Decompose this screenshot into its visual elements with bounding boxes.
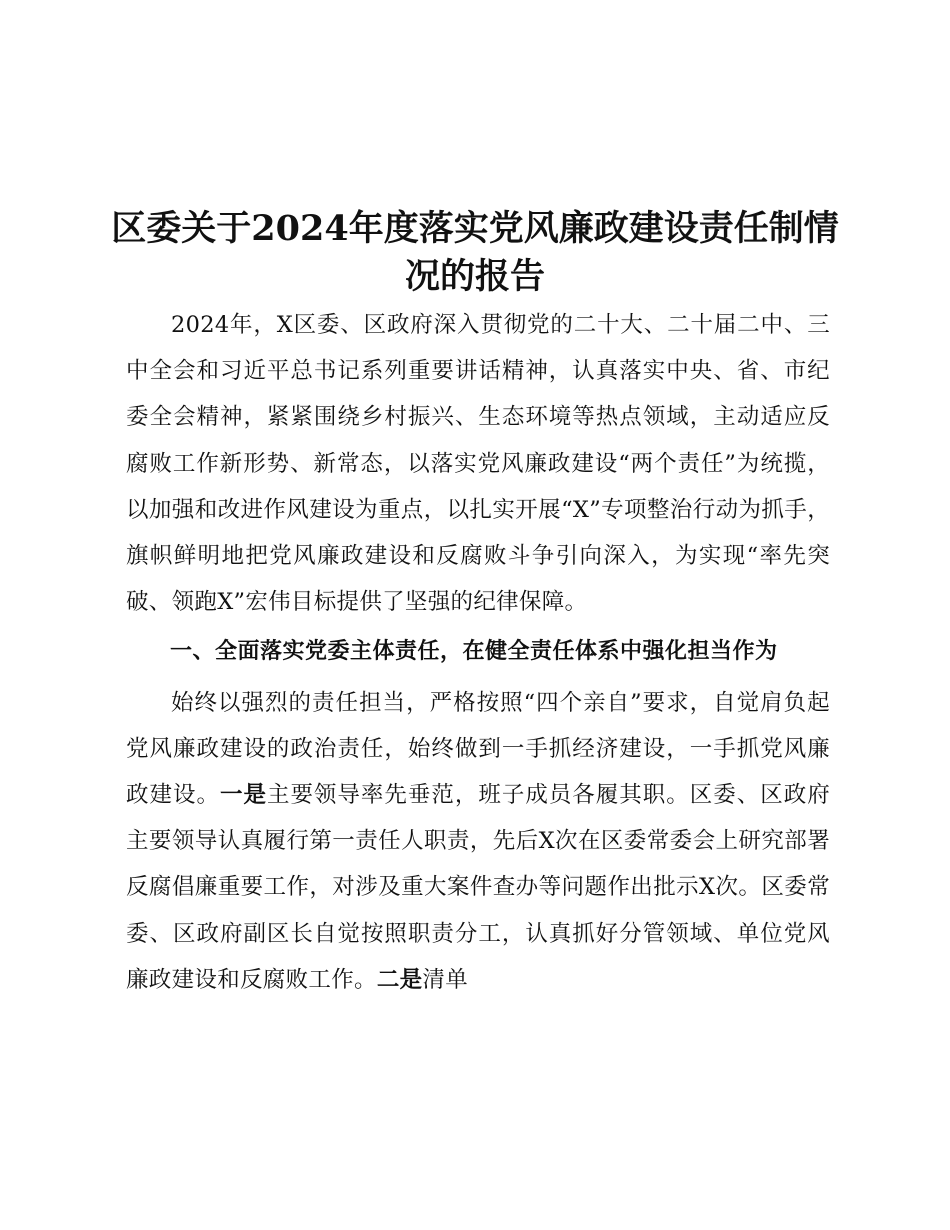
document-body: [126, 302, 830, 1003]
point-label-first: 一是: [219, 782, 267, 809]
paragraph-text: 清单: [422, 966, 469, 993]
point-label-second: 二是: [376, 966, 423, 993]
paragraph-text: 始终以强烈的责任担当，严格按照“四个亲自”要求，自觉肩负起党风廉政建设的政治责任，始终做到一手抓经济建设，一手抓党风廉政建设。: [126, 689, 830, 809]
paragraph-text: 主要领导率先垂范，班子成员各履其职。区委、区政府主要领导认真履行第一责任人职责，先后X次在区委常委会上研究部署反腐倡廉重要工作，对涉及重大案件查办等问题作出批示X次。区委常委、区政府副区长自觉按照职责分工，认真抓好分管领域、单位党风廉政建设和反腐败工作。: [126, 782, 831, 993]
document-title: 区委关于2024年度落实党风廉政建设责任制情况的报告: [111, 208, 839, 297]
intro-paragraph: 2024年，X区委、区政府深入贯彻党的二十大、二十届二中、三中全会和习近平总书记系列重要讲话精神，认真落实中央、省、市纪委全会精神，紧紧围绕乡村振兴、生态环境等热点领域，主动适应反腐败工作新形势、新常态，以落实党风廉政建设“两个责任”为统揽，以加强和改进作风建设为重点，以扎实开展“X”专项整治行动为抓手，旗帜鲜明地把党风廉政建设和反腐败斗争引向深入，为实现“率先突破、领跑X”宏伟目标提供了坚强的纪律保障。: [126, 312, 830, 616]
section-1-paragraph: [126, 680, 830, 1003]
section-heading-1: 一、全面落实党委主体责任，在健全责任体系中强化担当作为: [170, 639, 778, 665]
